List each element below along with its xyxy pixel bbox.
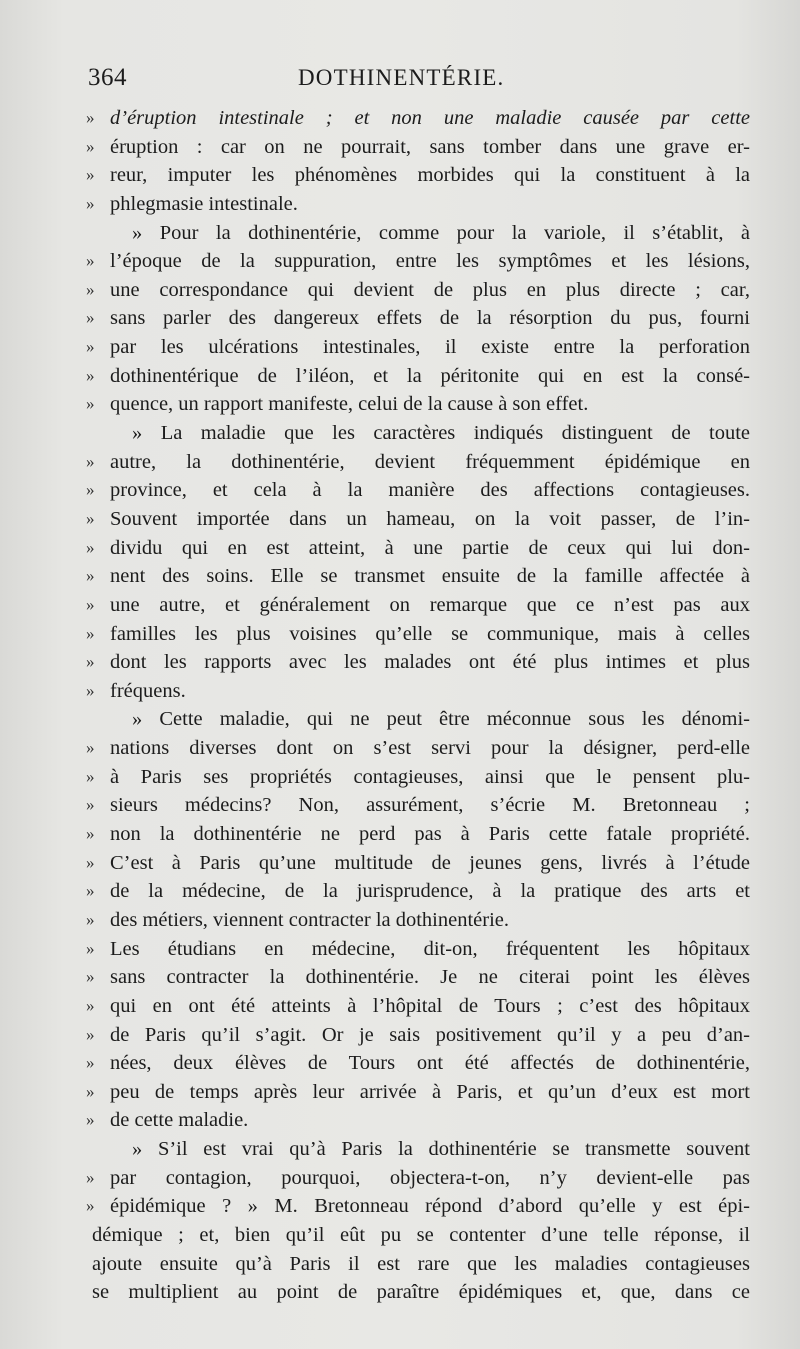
quotation-mark: » [86,795,95,815]
text-line [86,963,750,992]
text-line [86,1192,750,1221]
quotation-mark: » [86,337,95,357]
text-line [86,448,750,477]
line-text: nent des soins. Elle se transmet ensuite de la famille affectée à [110,565,750,588]
text-line [86,1278,750,1307]
line-text: familles les plus voisines qu’elle se communique, mais à celles [110,622,750,645]
line-text: de cette maladie. [110,1109,249,1132]
quotation-mark: » [86,1196,95,1216]
text-line [86,534,750,563]
line-text: C’est à Paris qu’une multitude de jeunes gens, livrés à l’étude [110,851,750,874]
quotation-mark: » [86,623,95,643]
text-line [86,906,750,935]
text-line [86,677,750,706]
text-line [86,161,750,190]
quotation-mark: » [86,480,95,500]
text-line [86,648,750,677]
line-text: à Paris ses propriétés contagieuses, ainsi que le pensent plu- [110,765,750,788]
line-text: sieurs médecins? Non, assurément, s’écrie M. Bretonneau ; [110,794,750,817]
quotation-mark: » [86,680,95,700]
line-text: de la médecine, de la jurisprudence, à la pratique des arts et [110,880,750,903]
line-text: quence, un rapport manifeste, celui de la cause à son effet. [110,393,589,416]
text-line [86,734,750,763]
text-line [86,247,750,276]
line-text: éruption : car on ne pourrait, sans tomber dans une grave er- [110,135,750,158]
page-header [88,64,748,98]
text-line [86,390,750,419]
line-text: reur, imputer les phénomènes morbides qui la constituent à la [110,164,750,187]
quotation-mark: » [86,279,95,299]
text-line [86,476,750,505]
line-text: nées, deux élèves de Tours ont été affectés de dothinentérie, [110,1052,750,1075]
text-line [86,763,750,792]
quotation-mark: » [86,508,95,528]
quotation-mark: » [86,995,95,1015]
line-text: Souvent importée dans un hameau, on la voit passer, de l’in- [110,507,750,530]
body-text [86,104,750,1307]
quotation-mark: » [86,136,95,156]
quotation-mark: » [86,738,95,758]
quotation-mark: » [86,365,95,385]
line-text: démique ; et, bien qu’il eût pu se contenter d’une telle réponse, il [92,1223,750,1246]
text-line [86,935,750,964]
line-text: par les ulcérations intestinales, il existe entre la perforation [110,336,750,359]
running-title: DOTHINENTÉRIE. [298,65,505,90]
quotation-mark: » [86,1081,95,1101]
line-text: de Paris qu’il s’agit. Or je sais positivement qu’il y a peu d’an- [110,1023,750,1046]
text-line [86,1106,750,1135]
quotation-mark: » [86,967,95,987]
text-line [86,362,750,391]
line-text: » La maladie que les caractères indiqués distinguent de toute [132,422,750,445]
quotation-mark: » [86,938,95,958]
quotation-mark: » [86,537,95,557]
text-line [86,333,750,362]
line-text: d’éruption intestinale ; et non une maladie causée par cette [110,107,750,129]
line-text: autre, la dothinentérie, devient fréquemment épidémique en [110,450,750,473]
quotation-mark: » [86,1053,95,1073]
text-line [86,104,750,133]
quotation-mark: » [86,566,95,586]
quotation-mark: » [86,251,95,271]
text-line [86,1164,750,1193]
line-text: une correspondance qui devient de plus en plus directe ; car, [110,278,750,301]
line-text: province, et cela à la manière des affections contagieuses. [110,479,750,502]
text-line [86,419,750,448]
quotation-mark: » [86,909,95,929]
text-line [86,1078,750,1107]
quotation-mark: » [86,165,95,185]
line-text: » Cette maladie, qui ne peut être méconnue sous les dénomi- [132,708,750,731]
line-text: se multiplient au point de paraître épidémiques et, que, dans ce [92,1281,750,1304]
text-line [86,705,750,734]
text-line [86,304,750,333]
line-text: sans contracter la dothinentérie. Je ne citerai point les élèves [110,966,750,989]
text-line [86,791,750,820]
line-text: dividu qui en est atteint, à une partie de ceux qui lui don- [110,536,750,559]
line-text: sans parler des dangereux effets de la résorption du pus, fourni [110,307,750,330]
quotation-mark: » [86,766,95,786]
text-line [86,820,750,849]
line-text: une autre, et généralement on remarque que ce n’est pas aux [110,593,750,616]
quotation-mark: » [86,394,95,414]
text-line [86,849,750,878]
line-text: des métiers, viennent contracter la dothinentérie. [110,908,510,931]
quotation-mark: » [86,1167,95,1187]
quotation-mark: » [86,594,95,614]
line-text: » S’il est vrai qu’à Paris la dothinentérie se transmette souvent [132,1138,750,1161]
quotation-mark: » [86,451,95,471]
text-line [86,620,750,649]
line-text: nations diverses dont on s’est servi pour la désigner, perd-elle [110,737,750,760]
text-line [86,562,750,591]
line-text: ajoute ensuite qu’à Paris il est rare que les maladies contagieuses [92,1252,750,1275]
quotation-mark: » [86,193,95,213]
line-text: qui en ont été atteints à l’hôpital de Tours ; c’est des hôpitaux [110,994,750,1017]
text-line [86,1135,750,1164]
text-line [86,1221,750,1250]
line-text: dothinentérique de l’iléon, et la péritonite qui en est la consé- [110,364,750,387]
text-line [86,1250,750,1279]
line-text: non la dothinentérie ne perd pas à Paris cette fatale propriété. [110,823,750,846]
text-line [86,219,750,248]
line-text: l’époque de la suppuration, entre les symptômes et les lésions, [110,250,750,273]
text-line [86,1049,750,1078]
quotation-mark: » [86,108,95,127]
text-line [86,992,750,1021]
quotation-mark: » [86,652,95,672]
line-text: épidémique ? » M. Bretonneau répond d’abord qu’elle y est épi- [110,1195,750,1218]
line-text: fréquens. [110,679,186,702]
line-text: phlegmasie intestinale. [110,192,298,215]
text-line [86,591,750,620]
line-text: par contagion, pourquoi, objectera-t-on, n’y devient-elle pas [110,1166,750,1189]
text-line [86,505,750,534]
quotation-mark: » [86,1110,95,1130]
page-number: 364 [88,64,127,91]
text-line [86,877,750,906]
quotation-mark: » [86,1024,95,1044]
quotation-mark: » [86,308,95,328]
text-line [86,133,750,162]
line-text: Les étudians en médecine, dit-on, fréquentent les hôpitaux [110,937,750,960]
text-line [86,276,750,305]
line-text: peu de temps après leur arrivée à Paris, et qu’un d’eux est mort [110,1080,750,1103]
text-line [86,190,750,219]
quotation-mark: » [86,852,95,872]
text-line [86,1021,750,1050]
line-text: dont les rapports avec les malades ont été plus intimes et plus [110,651,750,674]
quotation-mark: » [86,881,95,901]
quotation-mark: » [86,824,95,844]
line-text: » Pour la dothinentérie, comme pour la variole, il s’établit, à [132,221,750,244]
